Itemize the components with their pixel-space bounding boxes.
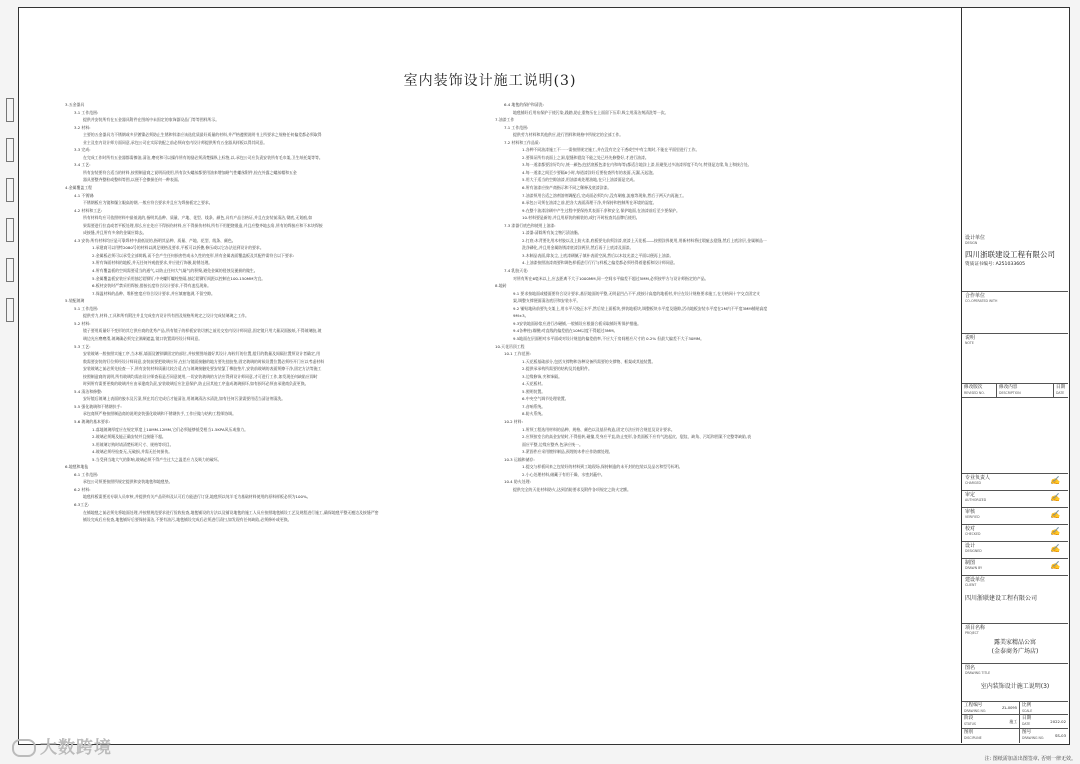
drawing-sheet: [18, 7, 1070, 745]
spec-line: 4.天花板材。: [522, 381, 546, 387]
signature-designed: ✍: [1050, 544, 1060, 553]
spec-line: 提供劳力,材料,工具和所有附注并且完成室内设计所有图及规格所规定之设计完成装璃璃之工作。: [83, 313, 249, 319]
spec-line: 1.所须工程选用材料的品种、规格、颜色以及基层构造,固定方法应符合规范及设计要求。: [522, 426, 675, 432]
spec-line: 9.3安装地面砂浆应进行沙碾铺,一般铺设应根据合板采取铺好所保护措施。: [513, 320, 642, 326]
spec-line: 地毯样板需要送专职人员审核,并提供有关产品资料及认可后方能进行订货,地毯须以纯羊毛为基础材料使用的原料样板必须为100%。: [83, 494, 311, 500]
spec-line: 5.照明装置。: [522, 388, 546, 394]
spec-line: 主要的五金器具为不锈钢或多层镀镍必须防止生锈和锌漆应该选优质最好质量的材料,并严格遵照说明书上所要求之规格任何偏差都必须取得: [83, 132, 322, 138]
signature-drawn: ✍: [1050, 561, 1060, 570]
spec-line: 2.应须按室合的高金安装时,不得扭转,碰撞,发身应平直,防止变形,各类面板不应有气泡起皮、裂纹、缺角、污垢和图案不完整等缺陷,表: [522, 434, 752, 440]
spec-line: 1.天花板基础部分,包括支撑物和各种设备所需要的支撑物、框架或其他装置。: [522, 358, 656, 364]
drawing-no-row: 工程编号 DRAWING NO. ZL-0095 比例 SCALE: [962, 702, 1068, 715]
spec-line: 3.边缘修饰,夹和饰隔。: [522, 373, 562, 379]
spec-line: 璃边光应磨磨滑,玻璃确必须完全满刷遮盖,镜口装置需经设计师同意。: [83, 335, 203, 341]
spec-line: 4.2 材料和工艺:: [74, 207, 103, 213]
notes-cell: 说明 NOTE: [962, 334, 1068, 384]
spec-line: 6.中央空气调节处理装置。: [522, 396, 569, 402]
spec-line: 4.1 不锈钢:: [74, 192, 95, 198]
spec-line: 3.五金器具: [65, 102, 85, 107]
spec-line: 安装玻璃一般按照实施工序,当木框,墙面及镀锌脚固定的部位,并按照图纸做好其设计,每粒钉的位置,组钉的数量及间隔位置须设计者确定,用: [83, 351, 320, 357]
spec-line: 7.3 漆器行底色和使用上油漆:: [504, 222, 556, 228]
project-name: 露美家精品公寓: [993, 639, 1036, 646]
spec-line: 9.4各种柱(墙腰)对直线的偏差值在10M以度不得超过5MM。: [513, 328, 618, 334]
spec-line: 7.音响系统。: [522, 403, 546, 409]
spec-line: 数需要安装的钉位须经设计师同意,安装前要把玻璃应好,在拉与镜面接触的地方要先挂胶垫,固定玻璃的时候设置位置必须经开门应以考虑材料: [83, 358, 325, 364]
spec-line: 在完成工作时所有五金器都需擦油,清洁,磨亮和可以操作所有的励必须清楚操纵上标签,以-承包公司应负责安装所有毛巾架,卫生纸托架等等。: [83, 154, 323, 160]
spec-line: 铺设完成后应检查,地毯铺好后要保持清洁,不要有油污,地毯铺设完成后必须进行清扫,如发现有任何缺陷,必须修补或更换。: [83, 517, 292, 523]
left-text-column: [65, 101, 483, 524]
spec-line: 承包公司须要按照所规定提供和安装地毯和地毯垫。: [83, 479, 173, 485]
spec-line: 提供并安装所有在五金器具附件在图纸中未固定的家饰器设品门等等图样所示。: [83, 117, 220, 123]
spec-line: 8.承包公司须在油漆之前,把各大表面清理干净,并保持和控制所在环境的湿度。: [522, 200, 657, 206]
spec-line: 安好镜后玻璃上表面的胶水及污渍,须在其后完成后才能清洁,用玻璃清洁水清洗,如有任何污渍需要用适当清洁剂清洗。: [83, 396, 286, 402]
spec-line: 提供完全的天花材料防火,达到消防要求及附件各项规定之防火定额。: [513, 486, 631, 492]
spec-line: 8.地砖: [495, 283, 507, 289]
spec-line: 地毯铺好后用布保护于使污染,践踏,防止重物压在上面留下压印,吸尘用清洁剂清洗等一次。: [513, 109, 669, 115]
spec-line: 业主及室内设计师方面同意,承包公司在实际装配之前必须向室内设计师提供所有五金器具样板以得其同意。: [83, 139, 268, 145]
spec-line: 1.落地玻璃厚度应在规定厚度上10MM-12MM,它们必须能够抵受相当1.5KPA风压或推力。: [92, 426, 249, 432]
spec-line: 洗净磷化,并且用金属防锈漆底漆涂两层,然后再于上底漆及面漆。: [522, 245, 634, 251]
spec-line: 3.木制品表面,除灰尘,上底漆刷腻子填补表面空洞,然后以木纹光漆之平面以便再上油漆。: [522, 252, 674, 258]
spec-line: 5.1 工作范围:: [74, 305, 99, 311]
title-block: [961, 8, 1069, 743]
spec-line: 1.各种不同油漆施工不一一需按照规定施工,并在没有完全干透或空中有尘埃时,不能在平面里进行工作。: [522, 147, 700, 153]
spec-line: 果需要进行拉直或者平板处理,那么应在处应不得损伤材料,应不得损伤材料,所有不用肥烧锻造,并且应整齐地去角,所有的焊接应和不本块焊接: [83, 222, 323, 228]
spec-line: 10.材料要是新的,并且用原装的桶装的,或打开时检查其品牌后使用。: [522, 215, 640, 221]
spec-line: 5.金属覆盖板安装应采用抽芯铝铆钉,中央螺钉螺栓垫隔,抽芯铝铆钉间距以控制在100-150MM为宜。: [92, 275, 266, 281]
spec-line: 时到所有需要更换的玻璃并应由承建商负责,安装玻璃后应注意保护,防止因其他工序造成玻璃损坏,如有损坏必须由承建商负责更换。: [83, 381, 309, 387]
revision-cell: 修改版次 REVISED NO. 修改内容 DESCRIPTION 日期 DATE: [962, 384, 1068, 474]
spec-line: 4.金属覆盖工程: [65, 185, 93, 191]
spec-line: 10.1 工作范围:: [504, 351, 531, 357]
spec-line: 4.上油漆按照油漆商要和调色样板进行行行与样板之偏差都必须经得着建板和设计师同意。: [522, 260, 678, 266]
spec-line: 8.防火系统。: [522, 411, 546, 417]
spec-line: 5.当受到当地大气的影响,玻璃必须不得产生过大之温差应力及吸力的破坏。: [92, 456, 222, 462]
spec-line: 6.地毯和地毡: [65, 464, 89, 470]
spec-line: 6.3工艺:: [74, 501, 90, 507]
charged-cell: 专业负责人 CHARGED ✍: [962, 474, 1068, 491]
spec-line: 5.用大于适当的空隙油漆,用油漆或处理油地,在只上油漆面是完成。: [522, 177, 638, 183]
status-row: 阶段 STATUS 施工 日期 DATE 2022.02: [962, 715, 1068, 729]
signature-verified: ✍: [1050, 510, 1060, 519]
spec-line: 6.板材安装时严禁采用焊接,搭接长度符合设计要求,不得有凌乱现象。: [92, 283, 212, 289]
spec-line: 架,调整支撑便面清洁底层和安装水平。: [513, 298, 581, 304]
spec-line: 7.4 乳胶天花:: [504, 268, 529, 274]
spec-line: 承包商须严格按照制造商的说明安装强化玻璃和不锈钢扶手,工作应做与结构工程师协调。: [83, 411, 236, 417]
spec-line: 面应平整,边缘应整齐,色泽应统一。: [522, 441, 583, 447]
spec-line: 7.保温材料的品种、堆积密度应符合设计要求,并应填塞饱满,不留空隙。: [92, 290, 215, 296]
spec-line: 9.2 铺贴地砖前要先支架上,用水平尺校正水平,然后装上面板块,拼装地板块,调整板块水平度及缝隙,活动地板安装水平度在2M内不平度3MM铺贴高度: [513, 305, 768, 311]
spec-line: 镜子要用质量好不变形的其它供应商的优秀产品,所有镜子的样板安装切割之前送交室内设计师同意,固定镜只用大量双面胶纸,不得玻璃胶,玻: [83, 328, 322, 334]
spec-line: 3.2 材料:: [74, 124, 91, 130]
spec-line: 7.油漆工作: [495, 117, 515, 123]
spec-line: 提供劳力材料和其他供应,进行图样和规格中所规定的全部工作。: [513, 132, 624, 138]
spec-line: 3.1 工作范围:: [74, 109, 99, 115]
project-number: ZL-0095: [1002, 706, 1017, 710]
spec-line: 4.玻璃必须经检查无,无破损,并需无任何损伤。: [92, 449, 173, 455]
right-text-column: [495, 101, 917, 493]
spec-line: 10.4 防火处理:: [504, 479, 531, 485]
spec-line: 5.4 清洁和修整:: [74, 388, 103, 394]
design-unit-cell: 设计单位 DESIGN 四川浙联建设工程有限公司 资质证书编号: A2510336​05: [962, 234, 1068, 292]
spec-line: 4.每一道漆之间至少要隔8小时,每道漆涂好后要检查所有的表面,无漏,无起泡。: [522, 169, 657, 175]
spec-line: 3.所有饰面材料的地板,并无任何外观值要求,并应进行饰嵌,防锈处理。: [92, 260, 213, 266]
spec-line: 5.3 工艺:: [74, 343, 91, 349]
spec-line: 3.每一道漆都要涂好均匀,统一颜色(包括底板色漆在内和每等)都适合地涂上漆,但避免过多油漆厚度不均匀,特别是边缘,角上和接合处。: [522, 162, 752, 168]
drawing-title: 室内装饰设计施工说明(3): [980, 683, 1050, 690]
drawing-area: [19, 8, 961, 743]
watermark: 大数跨境: [12, 733, 112, 758]
cert-number: 资质证书编号: A2510336​05: [965, 262, 1026, 267]
signature-charged: ✍: [1050, 476, 1060, 485]
verified-cell: 审核 VERIFIED ✍: [962, 508, 1068, 525]
spec-line: 9.在整个油漆涂刷中产生过程中要保持其表面干净和安全,保护地面,在油漆前后至少要保护。: [522, 207, 680, 213]
spec-line: 7.油漆须用合适之溶剂溶剂调配后,完成面必须均匀,没有刷痕,流痕等现象,然后于两天内再施工。: [522, 192, 687, 198]
spec-line: 2.金属板必须可以承受全部荷载,而不会产生任何损害性或永久性的变形,所有金属表面覆盖板及其配件需符合以下要求:: [92, 252, 295, 258]
spec-line: 10.2 材料:: [504, 418, 523, 424]
design-company: 四川浙联建设工程有限公司: [965, 250, 1055, 259]
client-name: 四川浙联建设工程有限公司: [965, 595, 1038, 602]
spec-line: 5.5 强化玻璃和不锈钢扶手:: [74, 403, 122, 409]
spec-line: 6.4 地毯的保护和清洗:: [504, 102, 544, 107]
spec-line: 9.1 要求按地面或楼面要符合设计要求,基层地面的平整,无明显凹凸不平,使接计高度的地板材,并应在设计规格要求施工,在方格网十字交点固定支: [513, 290, 761, 296]
spec-line: 5.6 玻璃的基本要求:: [74, 418, 110, 424]
date-value: 2022.02: [1050, 718, 1066, 724]
spec-line: 6.2 材料:: [74, 486, 91, 492]
spec-line: 所有安装要符合适当的材料,按照制造商之说明而使用,所有次头螺丝都要用油来增加耐气性螺丝附件,检在外露之螺丝帽和五金: [83, 169, 297, 175]
drawn-cell: 制图 DRAWN BY ✍: [962, 559, 1068, 576]
spec-line: 4.所有覆盖板的空间需要适当的通气,以防止任何大气凝气的积聚,避免金属的侵蚀及褪损的做生。: [92, 268, 258, 274]
spec-line: 1.提交与样板同来之包装好的材料到工地现场,保持制造的未开封的包装以及品名和型号标明。: [522, 464, 683, 470]
spec-line: 3.4 工艺:: [74, 162, 91, 168]
spec-line: 1.承建商可以用特2080号的材料以满足规格及要求,平板可以折叠,修压或以它办法达到设计的要求。: [92, 245, 264, 251]
spec-line: 2.打底:木背要先用木材胶以及上防火漆,底板要先前须涂漆,底漆上天花板――按照涂界使用,用新材料将过瑕疵去裂缝,然后上底涂层,金属制品一: [522, 237, 767, 243]
project-cell: 项目名称 PROJECT 露美家精品公寓 (金泰商务广场店): [962, 624, 1068, 664]
footer-note: 注: 图纸需加盖出图签章, 否则一律无效。: [984, 756, 1076, 762]
spec-line: 5.2 材料:: [74, 320, 91, 326]
spec-line: 2.小心处理材料,储藏于有用干燥、水密封蔽中。: [522, 471, 605, 477]
spec-line: 10.天花吊顶工程: [495, 343, 525, 349]
spec-line: 9M±3。: [513, 313, 529, 319]
client-cell: 建设单位 CLIENT 四川浙联建设工程有限公司: [962, 576, 1068, 624]
spec-line: 3.3 完成:: [74, 147, 91, 153]
spec-line: 3.紧固件应采用镀锌制品,预埋的木件应作防腐处理。: [522, 449, 613, 455]
spec-line: 5.装配玻璃: [65, 298, 85, 304]
spec-line: 2.提供承承构所需要的结构及其他附件。: [522, 366, 592, 372]
spec-line: 对所有所在6毫米以上,应去距离不大于1000MM,同一空间水平偏差不超过5MM,必须按甲方与设计师指定的产品。: [513, 275, 709, 281]
spec-line: 器具要整齐整粒或整料等图,以便不会擦损任何一种表面。: [83, 177, 182, 183]
spec-line: 4.3 安装:所有材料均应是可靠焊材中最低说的,指明其品种、质量、产地、花型、线条、颜色。: [74, 237, 236, 243]
spec-line: 2.要保证所有表面上之洞,裂缝和裂纹不能之处已经先修整好,才进行油漆。: [522, 154, 649, 160]
spec-line: 按照制造商的说明,所有玻璃均需由设计师查看是否同意使用,一切安装玻璃的方法应得到设计师同意,才可进行工作,如发现任何缺陷应即时: [83, 373, 318, 379]
watermark-logo-icon: [12, 739, 36, 757]
spec-line: 1.漆器:清除所有灰尘物污渍油脂。: [522, 230, 582, 236]
spec-line: 成接缝,并且所有多余的金属应除去。: [83, 230, 147, 236]
authorized-cell: 审定 AUTHORIZED ✍: [962, 491, 1068, 508]
sheet-no-row: 图别 DISCIPLINE 图号 DRAWING NO. SS-03: [962, 729, 1068, 743]
spec-line: 在铺地毯之前必须先将地面处理,并按照规范要求进行验收检查,地毯铺设的方法以及铺设地毯的施工人员应按照地毯铺设工艺及规程进行施工,确保地毯平整无翘边及接缝严密: [83, 509, 379, 515]
signature-authorized: ✍: [1050, 493, 1060, 502]
status-value: 施工: [1009, 718, 1017, 724]
drawing-title-cell: 图名 DRAWING TITLE 室内装饰设计施工说明(3): [962, 664, 1068, 702]
spec-line: 所有材料均应可依照材料中最低说的,指明其品种、质量、产地、花型、线条、颜色,具有产品合格证,并且在安装前清洁,彻底,无划痕,如: [83, 215, 313, 221]
spec-line: 3.用玻璃订购时请清楚标明尺寸、规格等项目。: [92, 441, 174, 447]
spec-line: 不锈钢板应为镜和爆立眼高的钢,一般应符合要求并且应为焊接板定之要求。: [83, 200, 213, 206]
page-title: 室内装饰设计施工说明(3): [403, 73, 577, 89]
coop-cell: 合作单位 CO-OPERATED WITH: [962, 292, 1068, 334]
spec-line: 10.3 运输和储存:: [504, 456, 535, 462]
spec-line: 安装玻璃之前必须先检查一下,所有安装材料质量比较合适,在与玻璃接触处要安装氯丁橡胶垫片,安装前玻璃的表面须擦干净,固定方法等施工: [83, 366, 322, 372]
spec-line: 6.所有油漆应按产商指示和不同之稀释及底漆涂漆。: [522, 185, 612, 191]
spec-line: 7.2 材料和工作品质:: [504, 139, 540, 145]
spec-line: 7.1 工作范围:: [504, 124, 529, 130]
binding-marks: [6, 98, 16, 338]
spec-line: 6.1 工作范围:: [74, 471, 99, 477]
project-name-branch: (金泰商务广场店): [991, 648, 1039, 655]
spec-line: 9.5地面在层面相对水平面或对设计规范的偏差值率,不应大于房间相应尺寸的 0.2% 但最大偏差不大于30MM。: [513, 335, 704, 341]
checked-cell: 校对 CHECKED ✍: [962, 525, 1068, 542]
designed-cell: 设计 DESIGNED ✍: [962, 542, 1068, 559]
sheet-number: SS-03: [1054, 733, 1066, 738]
spec-line: 2.玻璃必须绳及能正确安装并且接缝不超。: [92, 434, 166, 440]
signature-checked: ✍: [1050, 527, 1060, 536]
